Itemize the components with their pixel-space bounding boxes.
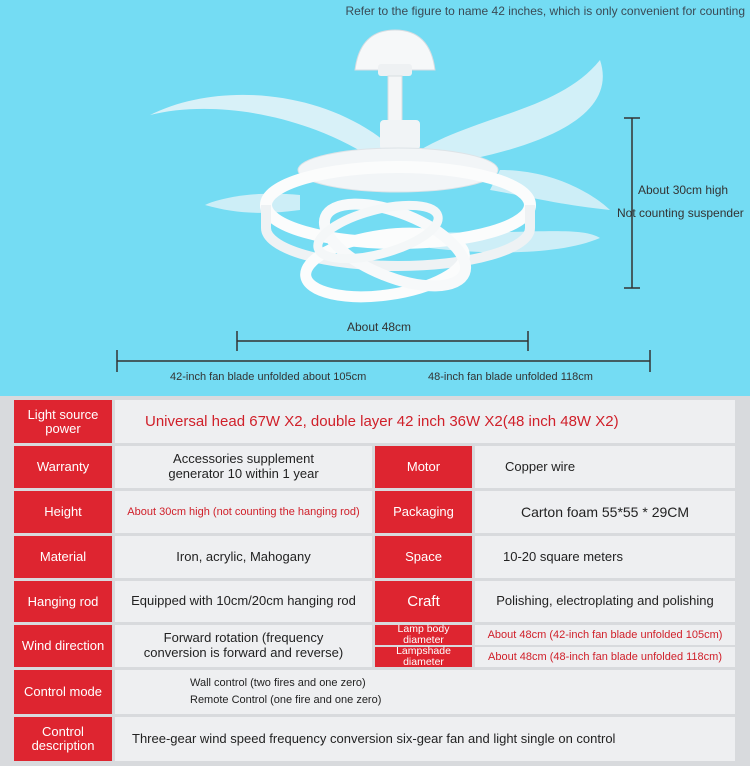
hanging-rod-label: Hanging rod <box>14 581 112 622</box>
wind-direction-line-2: conversion is forward and reverse) <box>143 645 344 660</box>
warranty-value-line-2: generator 10 within 1 year <box>168 466 319 481</box>
control-mode-line-2: Remote Control (one fire and one zero) <box>190 694 382 706</box>
warranty-label: Warranty <box>14 446 112 488</box>
naming-note: Refer to the figure to name 42 inches, which is only convenient for counting <box>345 4 745 18</box>
space-value: 10-20 square meters <box>475 536 735 578</box>
height-label: Height <box>14 491 112 533</box>
control-mode-line-1: Wall control (two fires and one zero) <box>190 677 366 690</box>
blade-42-label: 42-inch fan blade unfolded about 105cm <box>170 371 367 383</box>
lampshade-diameter-label: Lampshade diameter <box>375 647 472 667</box>
craft-label: Craft <box>375 581 472 622</box>
wind-direction-line-1: Forward rotation (frequency <box>163 630 324 646</box>
wind-direction-value <box>115 625 372 667</box>
control-mode-label: Control mode <box>14 670 112 714</box>
packaging-value: Carton foam 55*55 * 29CM <box>475 491 735 533</box>
height-value: About 30cm high (not counting the hanging rod) <box>115 491 372 533</box>
control-description-value: Three-gear wind speed frequency conversion six-gear fan and light single on control <box>115 717 735 761</box>
spec-table <box>0 396 750 766</box>
warranty-value-line-1: Accessories supplement <box>173 451 314 467</box>
craft-value: Polishing, electroplating and polishing <box>475 581 735 622</box>
light-source-value: Universal head 67W X2, double layer 42 inch 36W X2(48 inch 48W X2) <box>115 400 735 443</box>
motor-value: Copper wire <box>475 446 735 488</box>
light-source-label: Light source power <box>14 400 112 443</box>
height-dimension-sublabel: Not counting suspender <box>617 206 744 220</box>
packaging-label: Packaging <box>375 491 472 533</box>
material-value: Iron, acrylic, Mahogany <box>115 536 372 578</box>
warranty-value <box>115 446 372 488</box>
control-description-label: Control description <box>14 717 112 761</box>
height-dimension-label: About 30cm high <box>638 183 729 197</box>
width-dimension-label: About 48cm <box>347 320 412 334</box>
blade-48-label: 48-inch fan blade unfolded 118cm <box>428 371 593 383</box>
space-label: Space <box>375 536 472 578</box>
motor-label: Motor <box>375 446 472 488</box>
wind-direction-label: Wind direction <box>14 625 112 667</box>
lamp-body-diameter-value: About 48cm (42-inch fan blade unfolded 105cm) <box>475 625 735 645</box>
control-mode-value <box>115 670 735 714</box>
material-label: Material <box>14 536 112 578</box>
lampshade-diameter-value: About 48cm (48-inch fan blade unfolded 118cm) <box>475 647 735 667</box>
lamp-body-diameter-label: Lamp body diameter <box>375 625 472 645</box>
hanging-rod-value: Equipped with 10cm/20cm hanging rod <box>115 581 372 622</box>
